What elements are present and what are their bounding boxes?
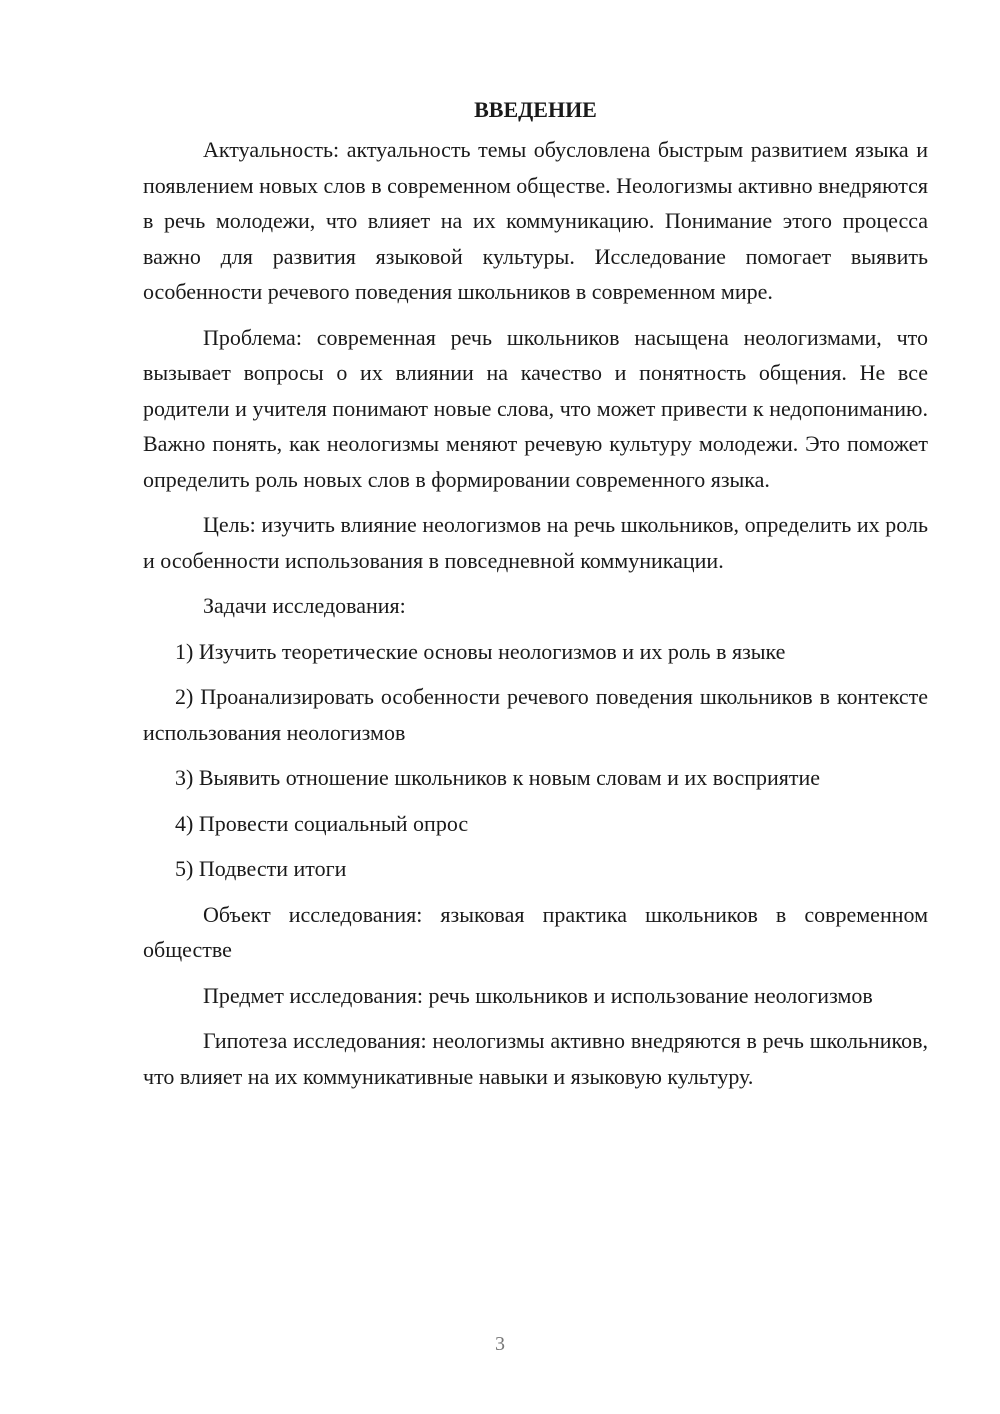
paragraph-goal: Цель: изучить влияние неологизмов на речь школьников, определить их роль и особенности использования в повседневной коммуникации. <box>143 512 928 573</box>
list-item: 3) Выявить отношение школьников к новым словам и их восприятие <box>175 765 821 790</box>
page-number: 3 <box>495 1333 505 1355</box>
list-item: 2) Проанализировать особенности речевого поведения школьников в контексте использования неологизмов <box>143 684 928 745</box>
list-item: 4) Провести социальный опрос <box>175 810 469 836</box>
paragraph-relevance: Актуальность: актуальность темы обусловлена быстрым развитием языка и появлением новых слов в современном обществе. Неологизмы активно внедряются в речь молодежи, что влияет на их коммуникацию. Понимание этого процесса важно для развития языковой культуры. Исследование помогает выявить особенности речевого поведения школьников в современном мире. <box>143 137 928 304</box>
page-content <box>143 92 928 1104</box>
paragraph-tasks-heading: Задачи исследования: <box>203 593 406 618</box>
paragraph-problem: Проблема: современная речь школьников насыщена неологизмами, что вызывает вопросы о их влиянии на качество и понятность общения. Не все родители и учителя понимают новые слова, что может привести к недопониманию. Важно понять, как неологизмы меняют речевую культуру молодежи. Это поможет определить роль новых слов в формировании современного языка. <box>143 324 928 492</box>
paragraph-hypothesis: Гипотеза исследования: неологизмы активно внедряются в речь школьников, что влияет на их коммуникативные навыки и языковую культуру. <box>143 1028 928 1089</box>
paragraph-subject: Предмет исследования: речь школьников и использование неологизмов <box>203 982 873 1008</box>
list-item: 5) Подвести итоги <box>175 856 347 881</box>
task-list <box>143 634 928 887</box>
page-title: ВВЕДЕНИЕ <box>474 97 597 122</box>
paragraph-object: Объект исследования: языковая практика школьников в современном обществе <box>143 901 928 962</box>
list-item: 1) Изучить теоретические основы неологизмов и их роль в языке <box>175 638 786 664</box>
